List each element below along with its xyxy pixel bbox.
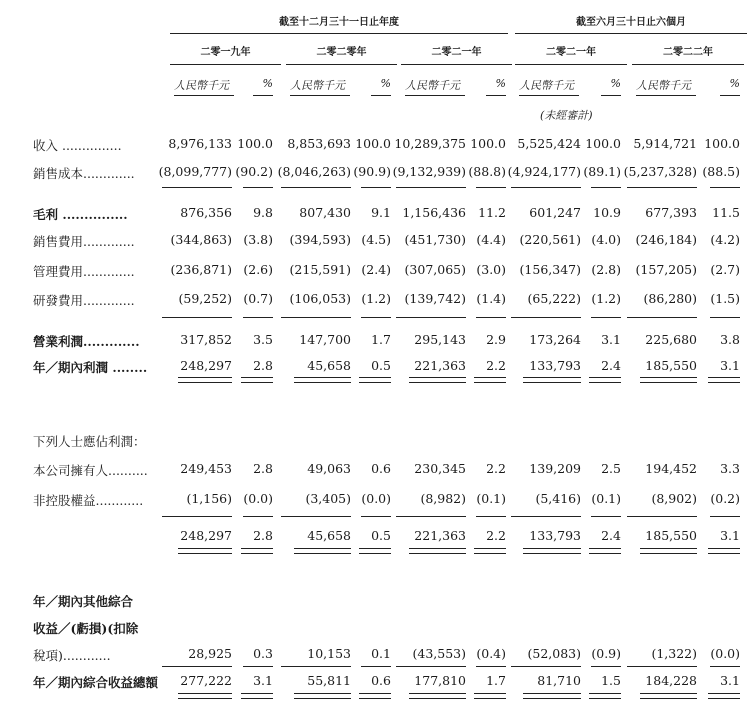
non-controlling-interests-row-amount: (5,416)	[535, 491, 581, 506]
unit-underline	[405, 95, 465, 96]
admin-expenses-row-amount: (307,065)	[404, 262, 466, 277]
subtotal-rule	[396, 516, 466, 517]
attribution-total-row-amount: 221,363	[414, 528, 466, 543]
non-controlling-interests-row-percent: (0.1)	[591, 491, 621, 506]
year-underline	[286, 64, 397, 65]
year-header: 二零二零年	[316, 47, 367, 58]
admin-expenses-row-amount: (215,591)	[289, 262, 351, 277]
subtotal-rule	[511, 317, 581, 318]
subtotal-rule	[162, 187, 232, 188]
unit-underline	[253, 95, 273, 96]
unit-underline	[174, 95, 234, 96]
total-comprehensive-income-row-percent: 1.7	[486, 673, 506, 688]
subtotal-rule	[281, 666, 351, 667]
selling-expenses-row-percent: (3.8)	[243, 232, 273, 247]
subtotal-rule	[710, 666, 740, 667]
total-double-rule	[708, 693, 740, 699]
rnd-expenses-row-amount: (59,252)	[178, 291, 232, 306]
unit-rmb: 人民幣千元	[174, 79, 229, 92]
subtotal-rule	[396, 317, 466, 318]
subtotal-rule	[162, 516, 232, 517]
subtotal-rule	[627, 187, 697, 188]
gross-profit-row-percent: 10.9	[593, 205, 621, 220]
subtotal-rule	[243, 187, 273, 188]
total-double-rule	[708, 377, 740, 383]
profit-for-period-row-percent: 0.5	[371, 358, 391, 373]
attribution-total-row-amount: 185,550	[645, 528, 697, 543]
subtotal-rule	[243, 516, 273, 517]
total-comprehensive-income-row-amount: 277,222	[180, 673, 232, 688]
attribution-total-row-percent: 2.8	[253, 528, 273, 543]
total-double-rule	[409, 693, 466, 699]
total-double-rule	[294, 377, 351, 383]
profit-for-period-row-label: 年／期內利潤 ........	[33, 360, 148, 375]
total-double-rule	[523, 693, 581, 699]
total-double-rule	[241, 693, 273, 699]
year-header: 二零二一年	[431, 47, 482, 58]
owners-of-company-row-percent: 0.6	[371, 461, 391, 476]
subtotal-rule	[396, 187, 466, 188]
total-double-rule	[640, 693, 697, 699]
subtotal-rule	[281, 187, 351, 188]
revenue-row-amount: 10,289,375	[394, 136, 466, 151]
total-double-rule	[523, 377, 581, 383]
gross-profit-row-percent: 9.1	[371, 205, 391, 220]
cost-of-sales-row-amount: (8,046,263)	[277, 164, 351, 179]
rnd-expenses-row-amount: (86,280)	[643, 291, 697, 306]
total-comprehensive-income-row-amount: 55,811	[307, 673, 351, 688]
rnd-expenses-row-amount: (65,222)	[527, 291, 581, 306]
unit-underline	[371, 95, 391, 96]
subtotal-rule	[243, 317, 273, 318]
attribution-total-row-percent: 2.4	[601, 528, 621, 543]
rnd-expenses-row-percent: (0.7)	[243, 291, 273, 306]
owners-of-company-row-percent: 2.8	[253, 461, 273, 476]
subtotal-rule	[476, 666, 506, 667]
operating-profit-row-amount: 295,143	[414, 332, 466, 347]
operating-profit-row-percent: 2.9	[486, 332, 506, 347]
admin-expenses-row-percent: (3.0)	[476, 262, 506, 277]
non-controlling-interests-row-amount: (8,982)	[420, 491, 466, 506]
operating-profit-row-amount: 225,680	[645, 332, 697, 347]
year-underline	[401, 64, 512, 65]
subtotal-rule	[627, 666, 697, 667]
group-header-annual: 截至十二月三十一日止年度	[279, 17, 399, 28]
subtotal-rule	[511, 516, 581, 517]
non-controlling-interests-row-amount: (3,405)	[305, 491, 351, 506]
selling-expenses-row-percent: (4.2)	[710, 232, 740, 247]
unit-pct: %	[380, 77, 391, 90]
operating-profit-row-label: 營業利潤.............	[33, 334, 140, 349]
operating-profit-row-percent: 3.8	[720, 332, 740, 347]
subtotal-rule	[361, 666, 391, 667]
gross-profit-row-amount: 677,393	[645, 205, 697, 220]
total-double-rule	[474, 377, 506, 383]
revenue-row-percent: 100.0	[704, 136, 740, 151]
owners-of-company-row-percent: 2.2	[486, 461, 506, 476]
non-controlling-interests-row-amount: (8,902)	[651, 491, 697, 506]
subtotal-rule	[361, 516, 391, 517]
attribution-total-row-percent: 2.2	[486, 528, 506, 543]
cost-of-sales-row-amount: (8,099,777)	[158, 164, 232, 179]
unit-rmb: 人民幣千元	[405, 79, 460, 92]
unaudited-note: (未經審計)	[540, 109, 593, 122]
cost-of-sales-row-percent: (88.8)	[468, 164, 506, 179]
unit-underline	[290, 95, 350, 96]
revenue-row-percent: 100.0	[237, 136, 273, 151]
gross-profit-row-amount: 807,430	[299, 205, 351, 220]
cost-of-sales-row-amount: (9,132,939)	[392, 164, 466, 179]
unit-rmb: 人民幣千元	[519, 79, 574, 92]
cost-of-sales-row-amount: (4,924,177)	[507, 164, 581, 179]
gross-profit-row-amount: 601,247	[529, 205, 581, 220]
selling-expenses-row-amount: (246,184)	[635, 232, 697, 247]
group-underline-interim	[515, 33, 747, 34]
oci-label-line: 收益／(虧損)(扣除	[33, 621, 139, 636]
operating-profit-row-amount: 317,852	[180, 332, 232, 347]
total-double-rule	[178, 548, 232, 554]
unit-pct: %	[262, 77, 273, 90]
non-controlling-interests-row-percent: (0.0)	[361, 491, 391, 506]
selling-expenses-row-amount: (344,863)	[170, 232, 232, 247]
gross-profit-row-percent: 9.8	[253, 205, 273, 220]
profit-for-period-row-percent: 3.1	[720, 358, 740, 373]
cost-of-sales-row-percent: (90.9)	[353, 164, 391, 179]
gross-profit-row-percent: 11.5	[712, 205, 740, 220]
unit-pct: %	[729, 77, 740, 90]
oci-label-line: 年／期內其他綜合	[33, 594, 134, 609]
subtotal-rule	[710, 516, 740, 517]
selling-expenses-row-percent: (4.5)	[361, 232, 391, 247]
total-double-rule	[474, 693, 506, 699]
total-comprehensive-income-label: 年／期內綜合收益總額	[33, 675, 159, 690]
subtotal-rule	[627, 516, 697, 517]
year-underline	[515, 64, 627, 65]
total-comprehensive-income-row-amount: 184,228	[645, 673, 697, 688]
oci-row-percent: 0.3	[253, 646, 273, 661]
unit-underline	[486, 95, 506, 96]
attribution-total-row-amount: 45,658	[307, 528, 351, 543]
year-header: 二零二二年	[663, 47, 713, 58]
subtotal-rule	[281, 516, 351, 517]
oci-row-percent: (0.9)	[591, 646, 621, 661]
gross-profit-row-amount: 876,356	[180, 205, 232, 220]
admin-expenses-row-percent: (2.4)	[361, 262, 391, 277]
rnd-expenses-row-percent: (1.2)	[361, 291, 391, 306]
total-comprehensive-income-row-percent: 3.1	[720, 673, 740, 688]
attribution-total-row-amount: 248,297	[180, 528, 232, 543]
revenue-row-amount: 5,914,721	[633, 136, 697, 151]
total-comprehensive-income-row-amount: 81,710	[537, 673, 581, 688]
total-double-rule	[241, 548, 273, 554]
total-double-rule	[359, 693, 391, 699]
year-header: 二零二一年	[546, 47, 596, 58]
gross-profit-row-amount: 1,156,436	[402, 205, 466, 220]
owners-of-company-row-amount: 139,209	[529, 461, 581, 476]
subtotal-rule	[710, 317, 740, 318]
total-double-rule	[294, 693, 351, 699]
total-double-rule	[589, 693, 621, 699]
total-double-rule	[640, 548, 697, 554]
subtotal-rule	[281, 317, 351, 318]
attribution-total-row-percent: 3.1	[720, 528, 740, 543]
group-header-interim: 截至六月三十日止六個月	[576, 17, 686, 28]
total-double-rule	[359, 548, 391, 554]
total-double-rule	[474, 548, 506, 554]
non-controlling-interests-row-percent: (0.2)	[710, 491, 740, 506]
subtotal-rule	[511, 666, 581, 667]
owners-of-company-row-amount: 230,345	[414, 461, 466, 476]
revenue-row-label: 收入 ...............	[33, 138, 122, 153]
subtotal-rule	[591, 666, 621, 667]
non-controlling-interests-row-percent: (0.0)	[243, 491, 273, 506]
attribution-heading: 下列人士應佔利潤：	[33, 434, 146, 449]
total-comprehensive-income-row-amount: 177,810	[414, 673, 466, 688]
selling-expenses-row-percent: (4.4)	[476, 232, 506, 247]
total-double-rule	[359, 377, 391, 383]
admin-expenses-row-label: 管理費用.............	[33, 264, 135, 279]
admin-expenses-row-percent: (2.8)	[591, 262, 621, 277]
profit-for-period-row-amount: 45,658	[307, 358, 351, 373]
revenue-row-percent: 100.0	[355, 136, 391, 151]
gross-profit-row-label: 毛利 ...............	[33, 207, 128, 222]
selling-expenses-row-amount: (394,593)	[289, 232, 351, 247]
cost-of-sales-row-amount: (5,237,328)	[623, 164, 697, 179]
revenue-row-percent: 100.0	[585, 136, 621, 151]
selling-expenses-row-percent: (4.0)	[591, 232, 621, 247]
profit-for-period-row-percent: 2.2	[486, 358, 506, 373]
subtotal-rule	[511, 187, 581, 188]
admin-expenses-row-amount: (156,347)	[519, 262, 581, 277]
profit-for-period-row-percent: 2.4	[601, 358, 621, 373]
profit-for-period-row-amount: 248,297	[180, 358, 232, 373]
unit-underline	[636, 95, 696, 96]
year-header: 二零一九年	[200, 47, 251, 58]
year-underline	[170, 64, 281, 65]
oci-row-amount: 10,153	[307, 646, 351, 661]
oci-row-percent: 0.1	[371, 646, 391, 661]
admin-expenses-row-amount: (157,205)	[635, 262, 697, 277]
subtotal-rule	[591, 317, 621, 318]
subtotal-rule	[476, 187, 506, 188]
oci-label-line: 稅項)............	[33, 648, 111, 663]
subtotal-rule	[243, 666, 273, 667]
subtotal-rule	[162, 666, 232, 667]
attribution-total-row-percent: 0.5	[371, 528, 391, 543]
rnd-expenses-row-percent: (1.5)	[710, 291, 740, 306]
gross-profit-row-percent: 11.2	[478, 205, 506, 220]
cost-of-sales-row-label: 銷售成本.............	[33, 166, 135, 181]
unit-underline	[519, 95, 579, 96]
total-double-rule	[708, 548, 740, 554]
owners-of-company-row-amount: 194,452	[645, 461, 697, 476]
subtotal-rule	[361, 187, 391, 188]
subtotal-rule	[710, 187, 740, 188]
owners-of-company-row-label: 本公司擁有人..........	[33, 463, 148, 478]
unit-pct: %	[495, 77, 506, 90]
operating-profit-row-percent: 3.5	[253, 332, 273, 347]
non-controlling-interests-row-amount: (1,156)	[186, 491, 232, 506]
oci-row-amount: 28,925	[188, 646, 232, 661]
subtotal-rule	[476, 516, 506, 517]
total-double-rule	[241, 377, 273, 383]
cost-of-sales-row-percent: (89.1)	[583, 164, 621, 179]
admin-expenses-row-percent: (2.7)	[710, 262, 740, 277]
profit-for-period-row-amount: 133,793	[529, 358, 581, 373]
oci-row-amount: (52,083)	[527, 646, 581, 661]
total-double-rule	[294, 548, 351, 554]
oci-row-percent: (0.0)	[710, 646, 740, 661]
unit-rmb: 人民幣千元	[636, 79, 691, 92]
oci-row-percent: (0.4)	[476, 646, 506, 661]
admin-expenses-row-amount: (236,871)	[170, 262, 232, 277]
owners-of-company-row-percent: 3.3	[720, 461, 740, 476]
rnd-expenses-row-label: 研發費用.............	[33, 293, 135, 308]
total-comprehensive-income-row-percent: 1.5	[601, 673, 621, 688]
admin-expenses-row-percent: (2.6)	[243, 262, 273, 277]
total-double-rule	[409, 548, 466, 554]
selling-expenses-row-amount: (451,730)	[404, 232, 466, 247]
selling-expenses-row-amount: (220,561)	[519, 232, 581, 247]
unit-rmb: 人民幣千元	[290, 79, 345, 92]
subtotal-rule	[476, 317, 506, 318]
total-double-rule	[409, 377, 466, 383]
subtotal-rule	[591, 516, 621, 517]
subtotal-rule	[591, 187, 621, 188]
operating-profit-row-percent: 1.7	[371, 332, 391, 347]
total-double-rule	[523, 548, 581, 554]
revenue-row-amount: 8,976,133	[168, 136, 232, 151]
subtotal-rule	[361, 317, 391, 318]
year-underline	[632, 64, 744, 65]
cost-of-sales-row-percent: (90.2)	[235, 164, 273, 179]
total-double-rule	[178, 693, 232, 699]
total-double-rule	[178, 377, 232, 383]
operating-profit-row-amount: 147,700	[299, 332, 351, 347]
owners-of-company-row-amount: 249,453	[180, 461, 232, 476]
profit-for-period-row-percent: 2.8	[253, 358, 273, 373]
rnd-expenses-row-amount: (139,742)	[404, 291, 466, 306]
non-controlling-interests-row-percent: (0.1)	[476, 491, 506, 506]
owners-of-company-row-amount: 49,063	[307, 461, 351, 476]
rnd-expenses-row-amount: (106,053)	[289, 291, 351, 306]
group-underline-annual	[170, 33, 508, 34]
profit-for-period-row-amount: 185,550	[645, 358, 697, 373]
subtotal-rule	[162, 317, 232, 318]
cost-of-sales-row-percent: (88.5)	[702, 164, 740, 179]
owners-of-company-row-percent: 2.5	[601, 461, 621, 476]
rnd-expenses-row-percent: (1.2)	[591, 291, 621, 306]
subtotal-rule	[627, 317, 697, 318]
oci-row-amount: (1,322)	[651, 646, 697, 661]
subtotal-rule	[396, 666, 466, 667]
rnd-expenses-row-percent: (1.4)	[476, 291, 506, 306]
unit-underline	[601, 95, 621, 96]
total-double-rule	[589, 377, 621, 383]
total-comprehensive-income-row-percent: 0.6	[371, 673, 391, 688]
unit-pct: %	[610, 77, 621, 90]
operating-profit-row-percent: 3.1	[601, 332, 621, 347]
total-double-rule	[589, 548, 621, 554]
operating-profit-row-amount: 173,264	[529, 332, 581, 347]
profit-for-period-row-amount: 221,363	[414, 358, 466, 373]
revenue-row-percent: 100.0	[470, 136, 506, 151]
oci-row-amount: (43,553)	[412, 646, 466, 661]
total-comprehensive-income-row-percent: 3.1	[253, 673, 273, 688]
total-double-rule	[640, 377, 697, 383]
non-controlling-interests-row-label: 非控股權益............	[33, 493, 144, 508]
revenue-row-amount: 8,853,693	[287, 136, 351, 151]
revenue-row-amount: 5,525,424	[517, 136, 581, 151]
attribution-total-row-amount: 133,793	[529, 528, 581, 543]
unit-underline	[720, 95, 740, 96]
selling-expenses-row-label: 銷售費用.............	[33, 234, 135, 249]
